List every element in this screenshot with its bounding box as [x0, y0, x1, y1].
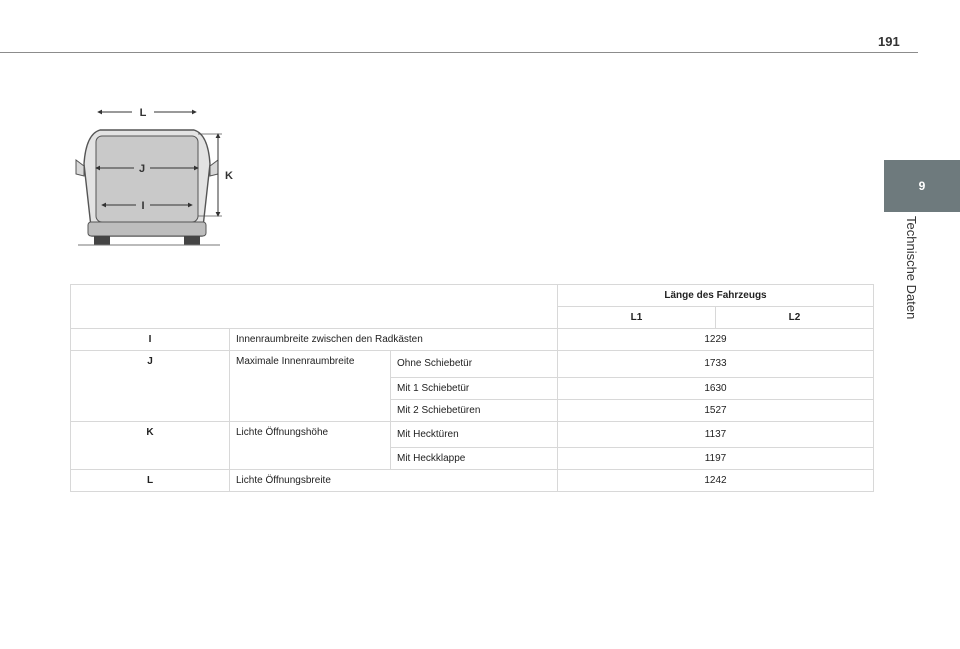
- left-wheel: [94, 236, 110, 245]
- table-row: [71, 470, 874, 492]
- row-value: 1229: [558, 329, 874, 351]
- row-value: 1137: [558, 421, 874, 448]
- label-k: K: [225, 170, 233, 182]
- table-row: [71, 329, 874, 351]
- label-j: J: [138, 163, 146, 175]
- page-number: 191: [878, 34, 900, 49]
- row-key: J: [71, 351, 230, 378]
- row-key: L: [71, 470, 230, 492]
- row-key: I: [71, 329, 230, 351]
- row-value: 1630: [558, 377, 874, 399]
- header-rule: [0, 52, 918, 53]
- row-key: K: [71, 421, 230, 448]
- table-row: [71, 351, 874, 378]
- right-wheel: [184, 236, 200, 245]
- row-subcategory: Mit 1 Schiebetür: [391, 377, 558, 399]
- row-description: Maximale Innenraumbreite: [230, 351, 391, 378]
- table-header-row: [71, 285, 874, 307]
- row-description: Innenraumbreite zwischen den Radkästen: [230, 329, 558, 351]
- row-description: Lichte Öffnungsbreite: [230, 470, 558, 492]
- label-i: I: [141, 200, 145, 212]
- rear-bumper: [88, 222, 206, 236]
- table-row: [71, 377, 874, 399]
- chapter-number: 9: [918, 179, 926, 193]
- row-value: 1197: [558, 448, 874, 470]
- chapter-tab[interactable]: [884, 160, 960, 212]
- row-subcategory: Mit Hecktüren: [391, 421, 558, 448]
- row-subcategory: Ohne Schiebetür: [391, 351, 558, 378]
- dimensions-table: [70, 284, 874, 492]
- row-description: Lichte Öffnungshöhe: [230, 421, 391, 448]
- van-rear-dimension-figure: [70, 104, 240, 249]
- row-value: 1733: [558, 351, 874, 378]
- left-mirror: [76, 160, 84, 176]
- table-header-row: [71, 307, 874, 329]
- column-header-l1: L1: [558, 307, 716, 329]
- right-mirror: [210, 160, 218, 176]
- table-row: [71, 421, 874, 448]
- column-header-l2: L2: [716, 307, 874, 329]
- chapter-title: Technische Daten: [904, 216, 919, 320]
- group-header: Länge des Fahrzeugs: [558, 285, 874, 307]
- row-value: 1527: [558, 399, 874, 421]
- row-value: 1242: [558, 470, 874, 492]
- row-subcategory: Mit 2 Schiebetüren: [391, 399, 558, 421]
- table-row: [71, 448, 874, 470]
- table-row: [71, 399, 874, 421]
- label-l: L: [139, 107, 147, 119]
- row-subcategory: Mit Heckklappe: [391, 448, 558, 470]
